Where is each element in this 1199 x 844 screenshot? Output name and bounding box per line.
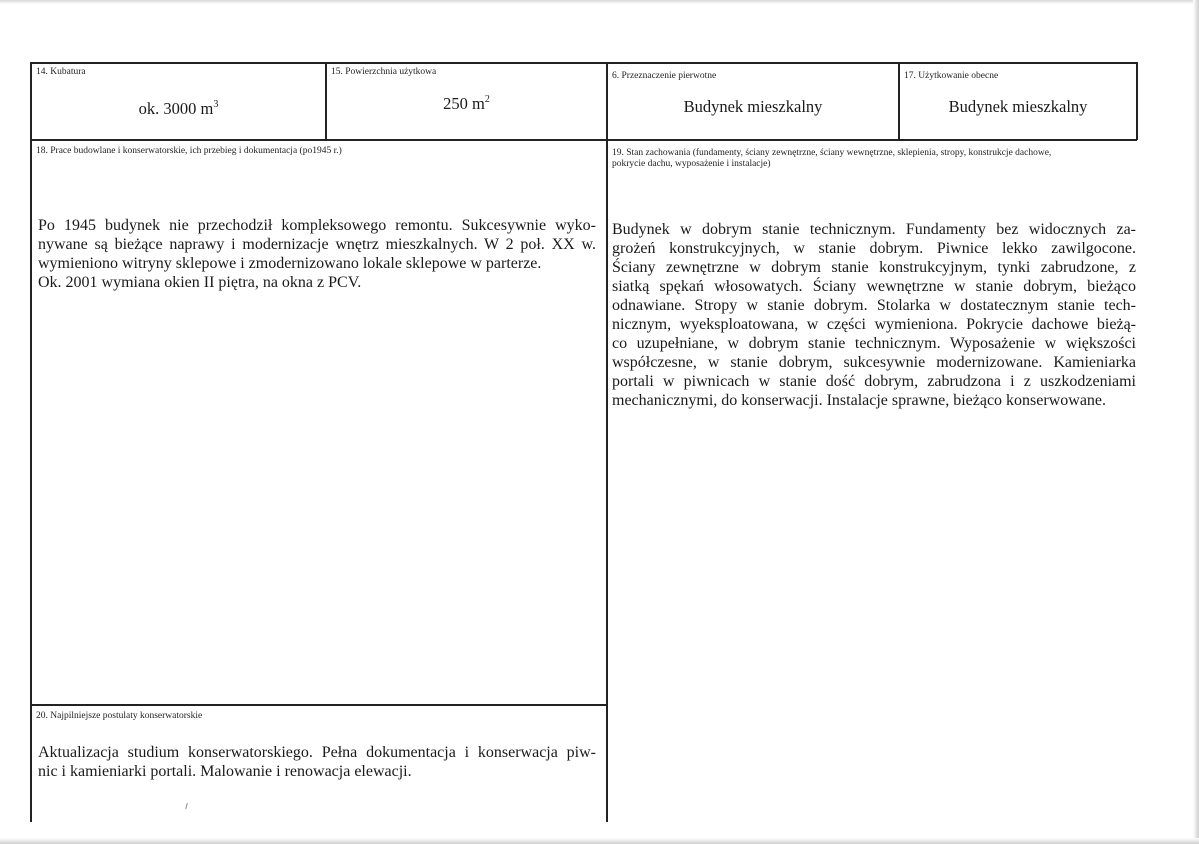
kubatura-unit-exponent: 3 [213, 99, 219, 110]
uzytkowanie-label: 17. Użytkowanie obecne [904, 71, 999, 81]
powierzchnia-value-text: 250 m [443, 94, 485, 113]
postulaty-label: 20. Najpilniejsze postulaty konserwatorskie [36, 711, 203, 721]
prace-label: 18. Prace budowlane i konserwatorskie, ich przebieg i dokumentacja (po1945 r.) [36, 146, 342, 156]
left-border-line [30, 62, 32, 822]
powierzchnia-value [327, 94, 606, 114]
center-divider-line [606, 62, 608, 822]
uzytkowanie-value: Budynek mieszkalny [948, 97, 1088, 116]
scan-edge-top [0, 0, 1199, 4]
header-row-bottom-line [30, 139, 1137, 141]
prace-line: wymieniono witryny sklepowe i zmodernizowano lokale sklepowe w parterze. [38, 255, 542, 272]
powierzchnia-unit-exponent: 2 [484, 94, 490, 105]
przeznaczenie-label: 6. Przeznaczenie pierwotne [612, 71, 717, 81]
postulaty-line: nic i kamieniarki portali. Malowanie i renowacja elewacji. [38, 763, 412, 780]
stan-line: odnawiane. Stropy w stanie dobrym. Stolarka w dostatecznym stanie tech- [612, 297, 1136, 314]
stan-line: współczesne, w stanie dobrym, sukcesywnie modernizowane. Kamieniarka [612, 354, 1136, 371]
stan-line: Ściany zewnętrzne w dobrym stanie konstrukcyjnym, tynki zabrudzone, z [612, 259, 1136, 276]
scan-edge-bottom [0, 838, 1199, 844]
prace-line: Ok. 2001 wymiana okien II piętra, na okna z PCV. [38, 274, 362, 291]
scan-speck [185, 803, 188, 809]
stan-line: mechanicznymi, do konserwacji. Instalacje sprawne, bieżąco konserwowane. [612, 392, 1107, 409]
kubatura-label: 14. Kubatura [36, 67, 86, 77]
stan-line: grożeń konstrukcyjnych, w stanie dobrym. Piwnice lekko zawilgocone. [612, 240, 1136, 257]
przeznaczenie-value: Budynek mieszkalny [683, 97, 823, 116]
right-border-line [1136, 62, 1138, 140]
stan-line: Budynek w dobrym stanie technicznym. Fundamenty bez widocznych za- [612, 221, 1136, 238]
kubatura-value [32, 99, 325, 119]
postulaty-line: Aktualizacja studium konserwatorskiego. Pełna dokumentacja i konserwacja piw- [38, 744, 596, 761]
stan-text [612, 220, 1136, 410]
stan-line: portali w piwnicach w stanie dość dobrym, zabrudzona i z uszkodzeniami [612, 373, 1136, 390]
stan-line: co uzupełniane, w dobrym stanie technicznym. Wyposażenie w większości [612, 335, 1136, 352]
prace-line: Po 1945 budynek nie przechodził kompleksowego remontu. Sukcesywnie wyko- [38, 217, 596, 234]
stan-line: nicznym, wyeksploatowana, w części wymieniona. Pokrycie dachowe bieżą- [612, 316, 1136, 333]
stan-line: siatką spękań włosowatych. Ściany wewnętrzne w stanie dobrym, bieżąco [612, 278, 1136, 295]
section-20-top-line [30, 704, 607, 706]
prace-text [38, 216, 596, 292]
stan-label-line1: 19. Stan zachowania (fundamenty, ściany zewnętrzne, ściany wewnętrzne, sklepienia, stropy, konstrukcje dachowe, [612, 148, 1052, 158]
stan-label-line2: pokrycie dachu, wyposażenie i instalacje) [612, 159, 771, 169]
kubatura-value-text: ok. 3000 m [138, 99, 214, 118]
postulaty-text [38, 743, 596, 781]
top-border-line [30, 62, 1137, 64]
powierzchnia-label: 15. Powierzchnia użytkowa [331, 67, 437, 77]
prace-line: nywane są bieżące naprawy i modernizacje wnętrz mieszkalnych. W 2 poł. XX w. [38, 236, 596, 253]
scan-edge-right [1193, 0, 1199, 844]
